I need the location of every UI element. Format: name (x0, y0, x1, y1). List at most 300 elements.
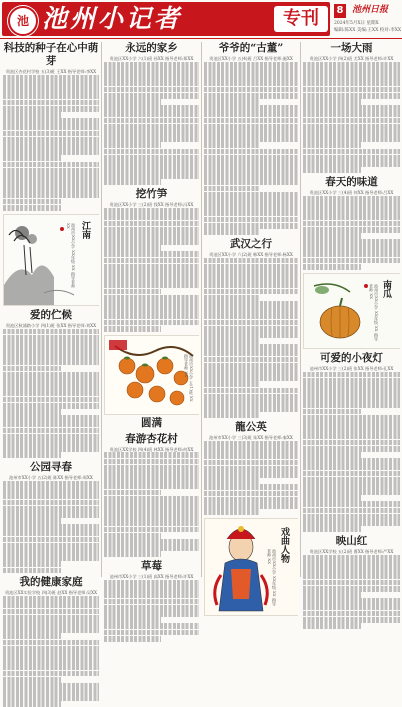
body-text-line (303, 105, 400, 111)
body-text-line (303, 508, 400, 514)
article (104, 560, 199, 641)
page-number: 8 (334, 4, 346, 18)
body-text-line (104, 520, 199, 526)
body-text-line (204, 186, 260, 192)
body-text-line (104, 276, 199, 282)
body-text-line (204, 332, 298, 338)
body-text-line (204, 503, 298, 509)
artwork-caption: 池州市XX小学 XX年级 XX 指导老师 XX (369, 283, 379, 341)
body-text-line (303, 580, 400, 586)
body-text-line (3, 353, 99, 359)
body-text-line (204, 124, 298, 130)
body-text-line (3, 366, 61, 372)
body-text-line (204, 192, 298, 198)
persimmon-artwork (104, 335, 199, 415)
article-body (3, 596, 99, 707)
body-text-line (204, 68, 298, 74)
body-text-line (3, 329, 99, 335)
body-text-line (303, 489, 400, 495)
article-byline: 贵池区XX小学 三(4)班 何XX 指导老师:吕XX (309, 189, 394, 195)
body-text-line (204, 394, 298, 400)
body-text-line (303, 245, 400, 251)
article-title: 公园寻春 (30, 461, 72, 474)
body-text-line (3, 695, 99, 701)
body-text-line (3, 174, 99, 180)
body-text-line (104, 586, 199, 592)
body-text-line (3, 118, 99, 124)
body-text-line (303, 592, 361, 598)
body-text-line (104, 459, 199, 465)
body-text-line (3, 434, 99, 440)
artwork-title: 戏曲人物 (279, 526, 289, 563)
body-text-line (204, 270, 298, 276)
body-text-line (3, 162, 99, 168)
body-text-line (3, 671, 99, 677)
column-2 (104, 42, 199, 580)
paper-logo-icon: 池 (8, 6, 38, 36)
body-text-line (204, 258, 298, 264)
body-text-line (303, 202, 400, 208)
body-text-line (3, 555, 99, 561)
article-title: 爱的伫候 (30, 308, 72, 321)
body-text-line (204, 161, 298, 167)
body-text-line (3, 543, 99, 549)
article (303, 176, 400, 270)
body-text-line (3, 186, 99, 192)
article-title: 挖竹笋 (135, 188, 168, 201)
article-body (204, 441, 298, 515)
article (303, 352, 400, 532)
article-byline: 池州市XX小学 三(1)班 高XX 指导老师:许XX (109, 574, 194, 580)
article (303, 535, 400, 629)
artwork-title: 江南 (80, 220, 90, 239)
body-text-line (3, 549, 99, 555)
body-text-line (204, 369, 298, 375)
body-text-line (303, 464, 400, 470)
body-text-line (303, 573, 400, 579)
body-text-line (104, 74, 199, 80)
body-text-line (3, 378, 99, 384)
body-text-line (3, 518, 61, 524)
body-text-line (104, 605, 199, 611)
body-text-line (3, 100, 99, 106)
body-text-line (104, 539, 199, 545)
body-text-line (3, 487, 99, 493)
body-text-line (104, 130, 199, 136)
body-text-line (303, 227, 400, 233)
body-text-line (104, 545, 199, 551)
body-text-line (3, 155, 61, 161)
article-byline: 贵池区XX小学 五(4)班 吕XX 指导老师:施XX (209, 56, 293, 61)
body-text-line (303, 409, 361, 415)
body-text-line (303, 80, 400, 86)
body-text-line (204, 276, 298, 282)
article (104, 188, 199, 331)
body-text-line (3, 452, 61, 458)
article-body (104, 62, 199, 185)
column-4 (303, 42, 400, 577)
body-text-line (104, 465, 199, 471)
body-text-line (303, 415, 400, 421)
article-body (104, 452, 199, 557)
body-text-line (3, 664, 99, 670)
body-text-line (3, 75, 99, 81)
body-text-line (303, 93, 400, 99)
body-text-line (204, 217, 298, 223)
body-text-line (303, 136, 400, 142)
body-text-line (303, 130, 400, 136)
body-text-line (104, 62, 199, 68)
body-text-line (204, 509, 260, 515)
body-text-line (104, 630, 199, 636)
body-text-line (204, 142, 260, 148)
body-text-line (3, 602, 99, 608)
body-text-line (104, 611, 199, 617)
body-text-line (104, 623, 199, 629)
body-text-line (104, 136, 199, 142)
body-text-line (303, 233, 361, 239)
body-text-line (303, 611, 400, 617)
body-text-line (104, 239, 199, 245)
article-body (303, 196, 400, 270)
body-text-line (303, 427, 400, 433)
article-body (303, 555, 400, 629)
body-text-line (104, 87, 199, 93)
body-text-line (204, 412, 260, 418)
article-byline: 贵池区XX学校 五(2)班 曹XX 指导老师:严XX (309, 549, 394, 554)
body-text-line (3, 633, 61, 639)
body-text-line (3, 561, 61, 567)
body-text-line (3, 124, 99, 130)
masthead (0, 0, 402, 38)
body-text-line (104, 161, 199, 167)
article-title: 春天的味道 (325, 175, 378, 188)
body-text-line (303, 567, 400, 573)
body-text-line (3, 530, 99, 536)
body-text-line (303, 483, 400, 489)
body-text-line (303, 214, 400, 220)
body-text-line (204, 179, 298, 185)
article-title: 龍公英 (235, 421, 267, 434)
body-text-line (3, 640, 99, 646)
body-text-line (303, 99, 361, 105)
body-text-line (3, 481, 99, 487)
body-text-line (204, 136, 298, 142)
column-3 (204, 42, 298, 606)
body-text-line (204, 497, 298, 503)
body-text-line (204, 363, 298, 369)
body-text-line (204, 326, 298, 332)
artwork-caption: 池州市XX小学 五(1)班 XX 指导老师 XX (184, 353, 194, 402)
article-byline: 贵池区XX实验学校 四(3)班 赵XX 指导老师:吴XX (4, 590, 98, 596)
body-text-line (104, 295, 199, 301)
article-title: 我的健康家庭 (19, 576, 83, 589)
article (3, 461, 99, 573)
body-text-line (204, 87, 298, 93)
body-text-line (303, 471, 400, 477)
body-text-line (204, 149, 298, 155)
artwork-caption: 池州市XX小学 XX年级 XX 指导老师 XX (66, 222, 76, 288)
body-text-line (204, 282, 298, 288)
body-text-line (3, 627, 99, 633)
body-text-line (3, 446, 99, 452)
body-text-line (204, 301, 298, 307)
body-text-line (204, 62, 298, 68)
body-text-line (303, 446, 400, 452)
body-text-line (204, 223, 298, 229)
body-text-line (104, 307, 199, 313)
issue-date: 2024年5月X日 星期X (334, 21, 379, 26)
article-byline: 池州市XX小学 三(2)班 张XX 指导老师:孔XX (309, 365, 394, 371)
body-text-line (303, 623, 361, 629)
body-text-line (3, 335, 99, 341)
article (204, 238, 298, 418)
body-text-line (3, 409, 61, 415)
body-text-line (204, 74, 298, 80)
article-title: 一场大雨 (330, 42, 373, 54)
body-text-line (204, 344, 298, 350)
body-text-line (3, 397, 99, 403)
body-text-line (204, 155, 298, 161)
body-text-line (303, 586, 400, 592)
body-text-line (204, 313, 298, 319)
body-text-line (104, 599, 199, 605)
body-text-line (204, 289, 298, 295)
body-text-line (3, 180, 99, 186)
body-text-line (3, 609, 99, 615)
body-text-line (3, 347, 99, 353)
special-edition-badge: 专刊 (274, 6, 328, 32)
body-text-line (303, 68, 400, 74)
body-text-line (104, 490, 161, 496)
body-text-line (3, 149, 99, 155)
body-text-line (204, 204, 298, 210)
body-text-line (204, 320, 298, 326)
body-text-line (104, 233, 199, 239)
body-text-line (104, 514, 199, 520)
article-title: 永远的家乡 (125, 42, 178, 54)
body-text-line (303, 526, 361, 532)
body-text-line (3, 390, 99, 396)
artwork-title: 南瓜 (381, 279, 391, 298)
article-body (303, 62, 400, 173)
body-text-line (3, 87, 99, 93)
body-text-line (303, 501, 400, 507)
body-text-line (104, 264, 199, 270)
body-text-line (3, 428, 99, 434)
article-byline: 贵池区XX小学 四(2)班 尤XX 指导老师:许XX (309, 56, 394, 61)
body-text-line (204, 441, 298, 447)
body-text-line (3, 658, 99, 664)
body-text-line (303, 196, 400, 202)
body-text-line (204, 466, 298, 472)
body-text-line (3, 415, 99, 421)
article (303, 42, 400, 173)
body-text-line (204, 381, 260, 387)
body-text-line (104, 636, 161, 642)
body-text-line (3, 596, 99, 602)
body-text-line (3, 359, 99, 365)
article-body (3, 75, 99, 211)
artwork-title: 圆满 (141, 416, 162, 429)
body-text-line (104, 208, 199, 214)
body-text-line (3, 646, 99, 652)
body-text-line (204, 357, 298, 363)
body-text-line (204, 375, 298, 381)
body-text-line (104, 326, 161, 332)
article-body (303, 372, 400, 532)
body-text-line (104, 245, 161, 251)
body-text-line (3, 131, 99, 137)
body-text-line (204, 295, 260, 301)
article-byline: 贵池区XX小学 六(2)班 韩XX 指导老师:杨XX (209, 251, 293, 257)
body-text-line (303, 598, 400, 604)
body-text-line (204, 447, 298, 453)
body-text-line (204, 130, 298, 136)
body-text-line (104, 258, 199, 264)
body-text-line (104, 155, 199, 161)
article-title: 武汉之行 (230, 237, 272, 250)
body-text-line (303, 221, 400, 227)
body-text-line (3, 106, 99, 112)
article-body (204, 258, 298, 418)
article (204, 42, 298, 235)
body-text-line (104, 179, 161, 185)
article-title: 爷爷的“古董” (218, 42, 284, 54)
body-text-line (303, 421, 400, 427)
ink-painting-artwork (3, 214, 99, 306)
body-text-line (303, 111, 400, 117)
column-divider (300, 42, 301, 577)
body-text-line (303, 149, 400, 155)
body-text-line (104, 527, 199, 533)
body-text-line (104, 483, 199, 489)
title-banner (2, 2, 330, 36)
body-text-line (104, 111, 199, 117)
body-text-line (204, 105, 298, 111)
article (104, 433, 199, 558)
body-text-line (303, 161, 400, 167)
body-text-line (303, 251, 400, 257)
body-text-line (104, 124, 199, 130)
body-text-line (104, 251, 199, 257)
body-text-line (104, 214, 199, 220)
body-text-line (3, 615, 99, 621)
body-text-line (204, 478, 260, 484)
body-text-line (104, 289, 161, 295)
body-text-line (204, 229, 260, 235)
body-text-line (104, 592, 199, 598)
body-text-line (303, 604, 400, 610)
body-text-line (303, 452, 361, 458)
body-text-line (3, 568, 61, 574)
body-text-line (104, 142, 161, 148)
body-text-line (303, 74, 400, 80)
body-text-line (3, 440, 99, 446)
body-text-line (104, 270, 199, 276)
body-text-line (104, 320, 199, 326)
body-text-line (204, 93, 298, 99)
body-text-line (303, 561, 400, 567)
article-byline: 贵池区XX学校 四(4)班 林XX 指导老师:何XX (109, 446, 194, 452)
article-title: 春游杏花村 (125, 432, 178, 445)
body-text-line (104, 282, 199, 288)
article-byline: 贵池区秋浦路小学 四(1)班 张XX 指导老师:刘XX (5, 322, 97, 328)
body-text-line (3, 683, 99, 689)
paper-name: 池州日报 (352, 5, 389, 15)
article-byline: 贵池区杏花村学校 五(3)班 王XX 指导老师:李XX (5, 69, 97, 74)
body-text-line (303, 384, 400, 390)
body-text-line (204, 350, 298, 356)
column-1 (3, 42, 99, 596)
body-text-line (104, 118, 199, 124)
body-text-line (3, 537, 99, 543)
body-text-line (303, 433, 400, 439)
body-text-line (3, 403, 99, 409)
body-text-line (104, 496, 199, 502)
body-text-line (204, 173, 298, 179)
body-text-line (3, 506, 99, 512)
body-text-line (204, 118, 298, 124)
body-text-line (104, 313, 199, 319)
body-text-line (303, 396, 400, 402)
article-byline: 池州市XX小学 五(2)班 陈XX 指导老师:周XX (9, 475, 93, 481)
body-text-line (303, 142, 361, 148)
body-text-line (104, 167, 199, 173)
article-title: 可爱的小夜灯 (320, 351, 383, 364)
body-text-line (3, 677, 61, 683)
body-text-line (303, 155, 400, 161)
body-text-line (204, 460, 298, 466)
article-body (3, 481, 99, 573)
article-title: 科技的种子在心中萌芽 (3, 42, 99, 67)
article-byline: 贵池区XX小学 六(1)班 孙XX 指导老师:郑XX (109, 56, 194, 61)
body-text-line (104, 301, 199, 307)
body-text-line (303, 402, 400, 408)
article-title: 草莓 (141, 560, 162, 573)
body-text-line (204, 99, 260, 105)
body-text-line (104, 173, 199, 179)
body-text-line (104, 99, 161, 105)
article (3, 309, 99, 458)
artwork-title-block (104, 417, 199, 430)
body-text-line (204, 400, 298, 406)
article-body (204, 62, 298, 235)
body-text-line (204, 484, 298, 490)
article-byline: 贵池区XX小学 三(2)班 钱XX 指导老师:冯XX (109, 202, 194, 208)
body-text-line (104, 533, 161, 539)
body-text-line (204, 167, 298, 173)
body-text-line (104, 452, 199, 458)
body-text-line (3, 93, 99, 99)
staff-credits: 编辑:陈XX 美编:王XX 校对:李XX (334, 28, 402, 33)
body-text-line (3, 512, 99, 518)
body-text-line (104, 617, 161, 623)
article-body (104, 580, 199, 641)
body-text-line (204, 111, 298, 117)
body-text-line (104, 502, 199, 508)
body-text-line (3, 701, 61, 707)
article (3, 42, 99, 211)
pumpkin-artwork (303, 273, 400, 349)
body-text-line (104, 149, 199, 155)
body-text-line (204, 80, 298, 86)
body-text-line (303, 372, 400, 378)
body-text-line (3, 137, 99, 143)
body-text-line (303, 378, 400, 384)
artwork-caption: 池州市XX小学 XX年级 XX 指导老师 XX (267, 548, 277, 606)
body-text-line (303, 258, 400, 264)
